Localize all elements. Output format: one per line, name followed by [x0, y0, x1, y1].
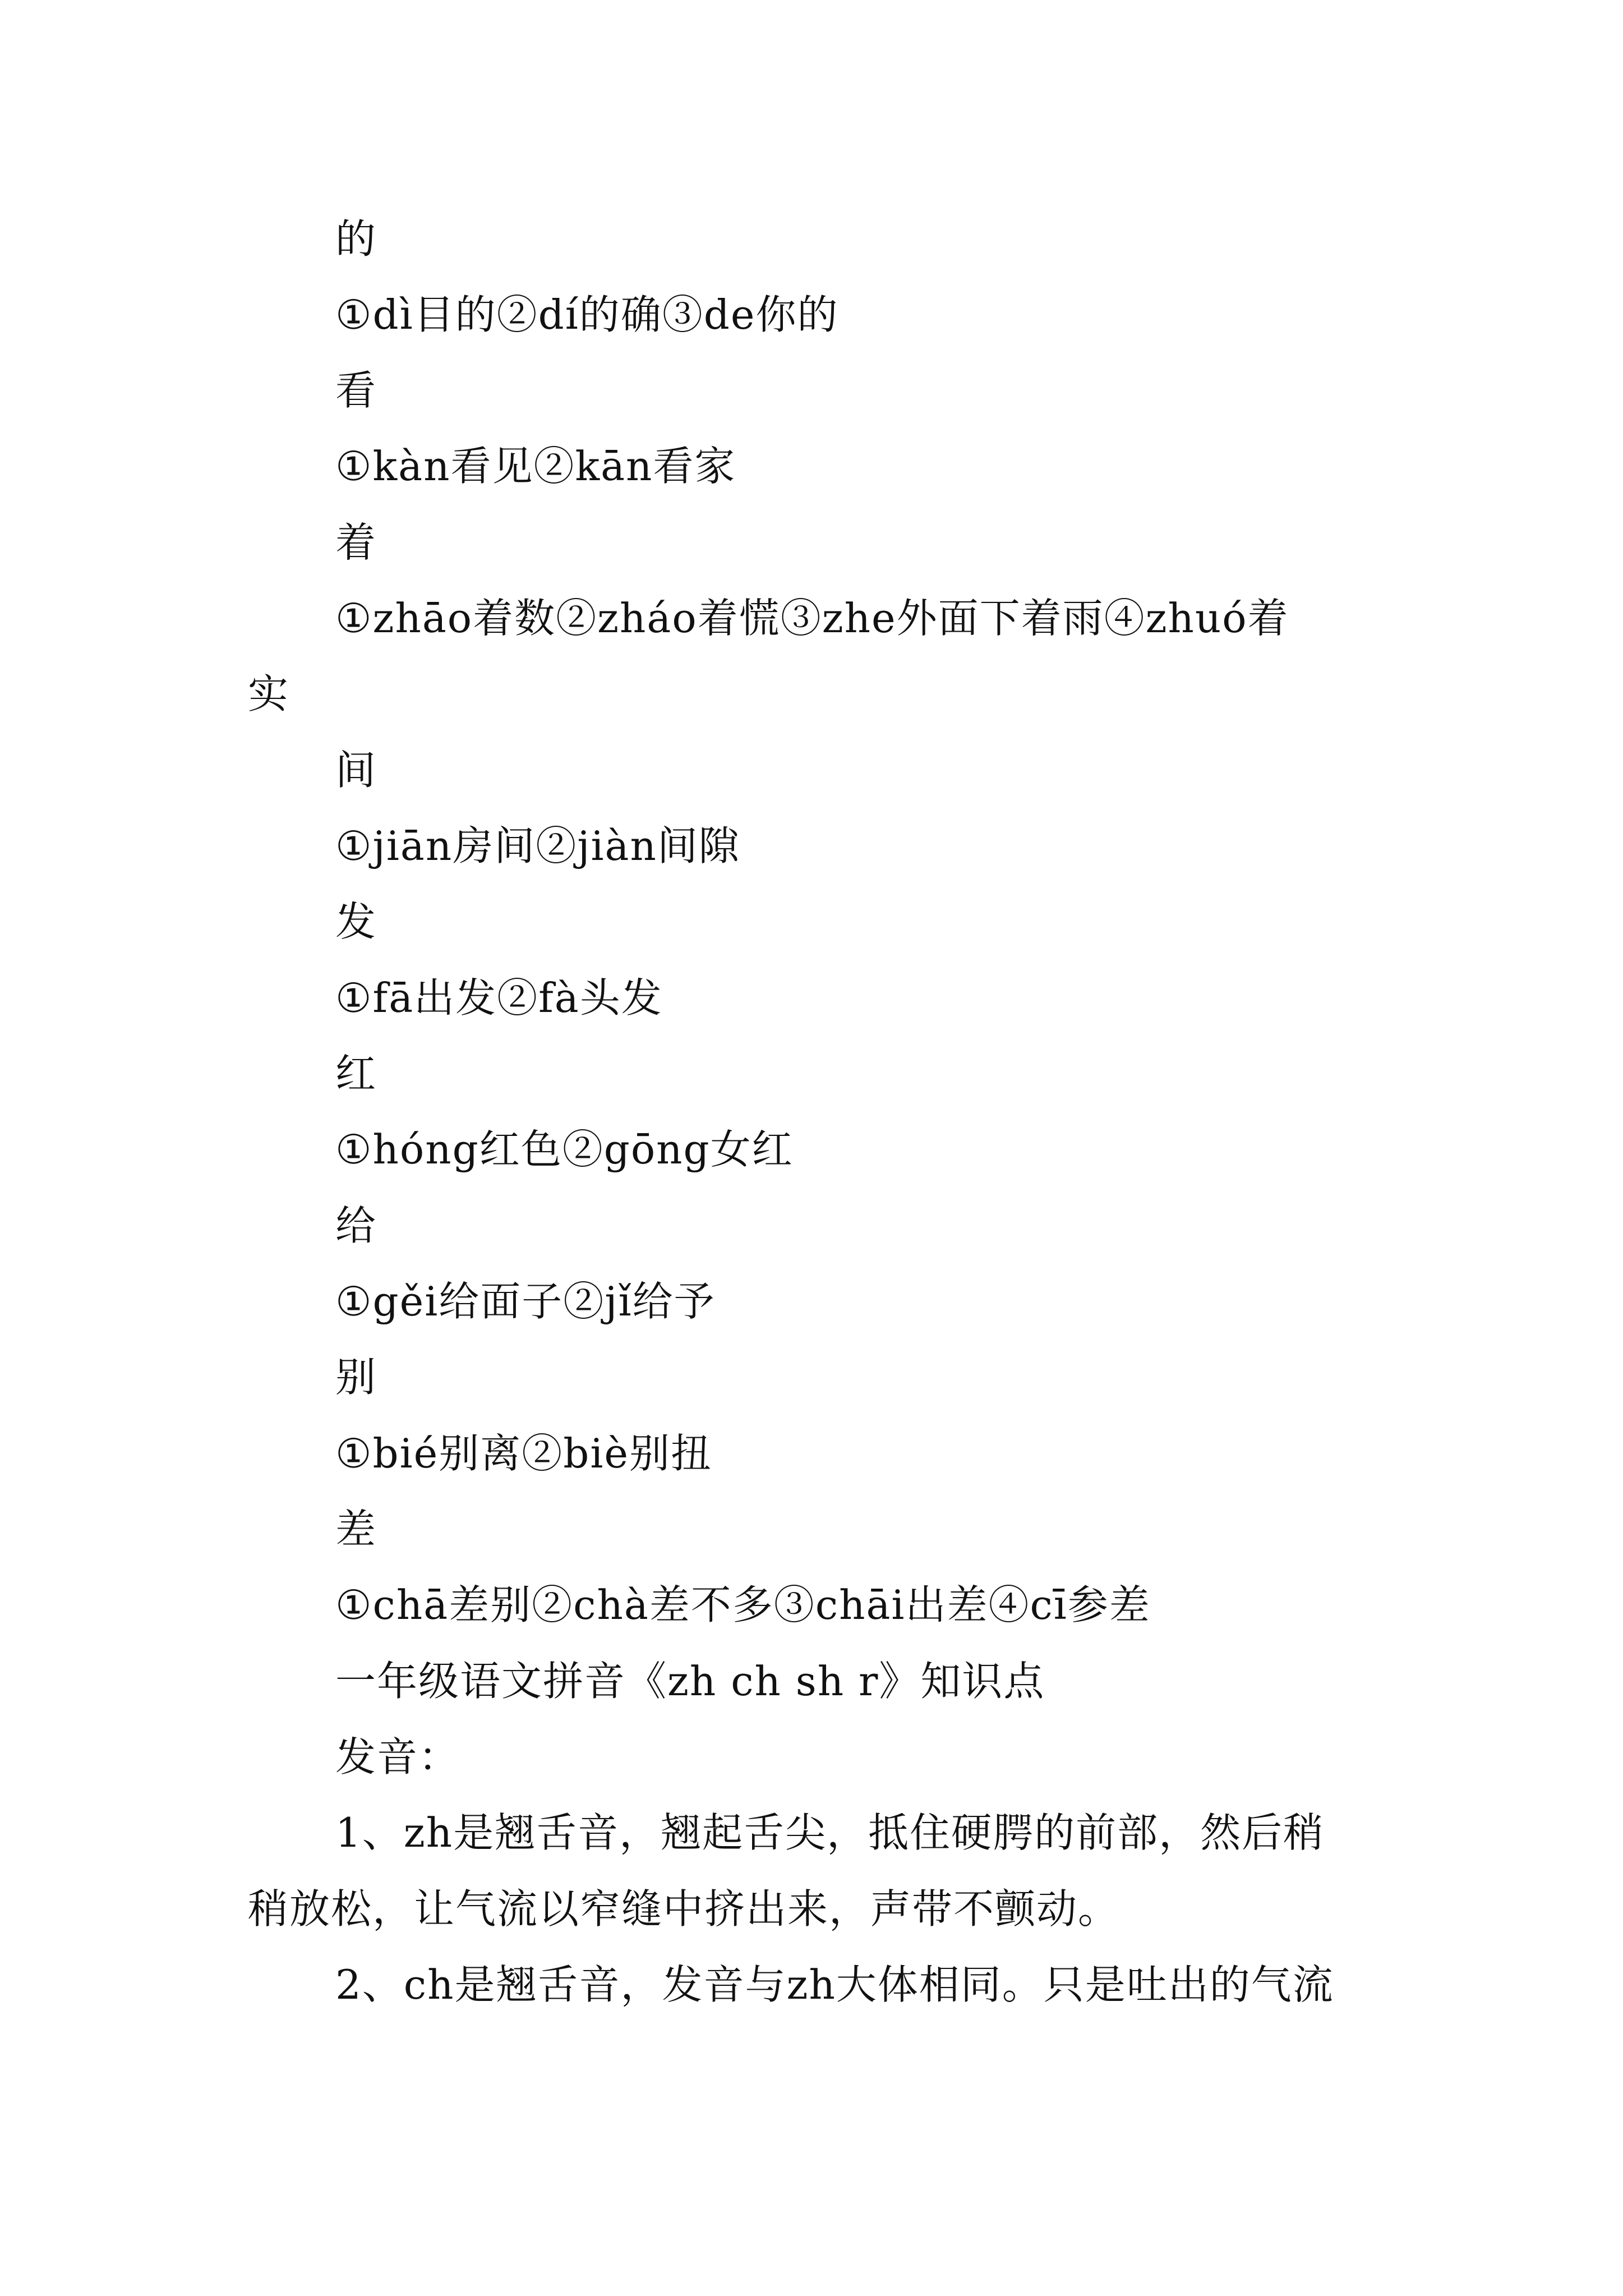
doc-line: 别: [335, 1354, 377, 1401]
doc-line: ①bié别离②biè别扭: [335, 1430, 713, 1477]
doc-line: 看: [335, 367, 377, 414]
doc-line: 2、ch是翘舌音，发音与zh大体相同。只是吐出的气流: [335, 1961, 1334, 2008]
doc-line: 差: [335, 1506, 377, 1553]
doc-line: ①kàn看见②kān看家: [335, 443, 736, 490]
doc-line: ①chā差别②chà差不多③chāi出差④cī参差: [335, 1581, 1151, 1628]
doc-line: 稍放松，让气流以窄缝中挤出来，声带不颤动。: [248, 1885, 1120, 1932]
doc-line: 发: [335, 898, 377, 945]
doc-line: ①fā出发②fà头发: [335, 974, 663, 1022]
doc-line: 1、zh是翘舌音，翘起舌尖，抵住硬腭的前部，然后稍: [335, 1809, 1325, 1856]
doc-line: ①dì目的②dí的确③de你的: [335, 291, 839, 338]
doc-line: 间: [335, 747, 377, 794]
doc-line: ①hóng红色②gōng女红: [335, 1126, 794, 1173]
doc-line: 实: [248, 670, 290, 717]
doc-line: 着: [335, 519, 377, 566]
doc-line: ①gěi给面子②jǐ给予: [335, 1278, 716, 1325]
doc-line: 的: [335, 215, 377, 263]
doc-line: ①jiān房间②jiàn间隙: [335, 822, 740, 869]
doc-line: 红: [335, 1050, 377, 1097]
doc-line: 发音：: [335, 1733, 460, 1780]
doc-line: 一年级语文拼音《zh ch sh r》知识点: [335, 1658, 1045, 1705]
doc-line: 给: [335, 1202, 377, 1249]
doc-line: ①zhāo着数②zháo着慌③zhe外面下着雨④zhuó着: [335, 595, 1289, 642]
